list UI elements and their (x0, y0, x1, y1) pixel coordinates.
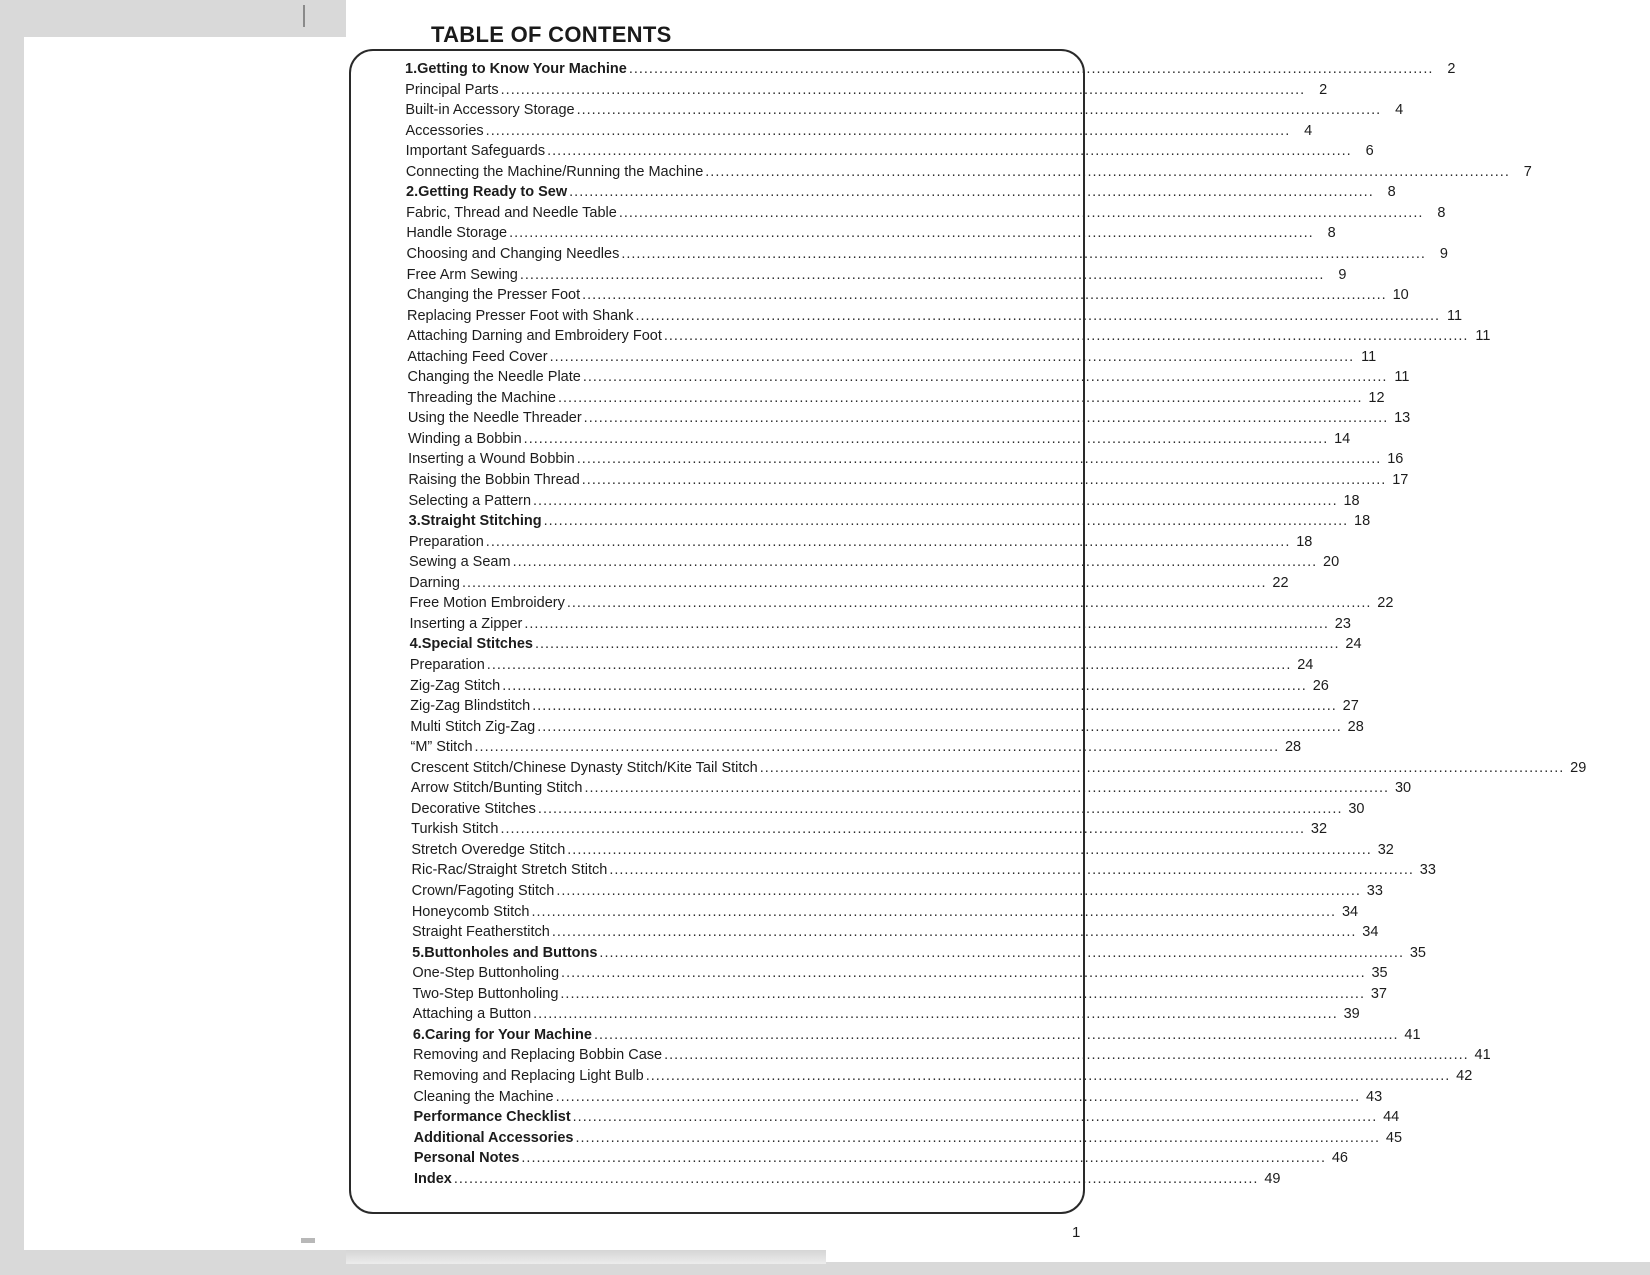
toc-entry-label: Connecting the Machine/Running the Machine (405, 163, 704, 180)
toc-leader-dots: ................................................................................................................................................................ (486, 656, 1292, 673)
toc-entry-page: 32 (1310, 821, 1328, 838)
toc-entry-label: Changing the Needle Plate (407, 369, 581, 386)
toc-entry-label: Arrow Stitch/Bunting Stitch (410, 780, 583, 797)
toc-entry-label: Free Arm Sewing (406, 266, 518, 283)
toc-entry-page: 11 (1475, 328, 1491, 345)
toc-leader-dots: ................................................................................................................................................................ (645, 1067, 1451, 1084)
toc-entry-label: Using the Needle Threader (407, 410, 582, 427)
toc-entry-page: 22 (1272, 574, 1289, 591)
toc-leader-dots: ................................................................................................................................................................ (581, 472, 1387, 488)
toc-entry-page: 30 (1348, 800, 1365, 817)
toc-leader-dots: ................................................................................................................................................................ (618, 204, 1424, 221)
toc-entry-page: 49 (1264, 1170, 1281, 1187)
toc-leader-dots: ................................................................................................................................................................ (560, 985, 1365, 1002)
toc-leader-dots: ................................................................................................................................................................ (576, 102, 1382, 119)
toc-leader-dots: ................................................................................................................................................................ (575, 1129, 1381, 1146)
toc-entry (407, 307, 1463, 329)
toc-entry-page: 8 (1327, 225, 1336, 242)
toc-entry (411, 841, 1394, 863)
toc-entry-label: Straight Stitching (420, 513, 542, 530)
toc-leader-dots: ................................................................................................................................................................ (453, 1170, 1259, 1187)
toc-entry-page: 9 (1338, 266, 1347, 283)
toc-entry-page: 45 (1385, 1129, 1403, 1146)
toc-leader-dots: ................................................................................................................................................................ (561, 965, 1366, 982)
toc-entry-number: 6. (412, 1026, 425, 1043)
page-number: 1 (1072, 1224, 1081, 1241)
toc-leader-dots: ................................................................................................................................................................ (628, 61, 1434, 77)
toc-entry-label: Replacing Presser Foot with Shank (407, 307, 634, 324)
toc-entry (409, 574, 1289, 596)
toc-entry (411, 883, 1383, 904)
toc-leader-dots: ................................................................................................................................................................ (572, 1109, 1378, 1126)
toc-entry-page: 28 (1284, 739, 1302, 756)
toc-entry (410, 677, 1329, 699)
toc-entry-page: 30 (1394, 780, 1412, 797)
toc-entry (408, 533, 1313, 555)
toc-entry (407, 348, 1377, 370)
toc-entry-page: 24 (1297, 656, 1314, 673)
toc-entry-label: One-Step Buttonholing (412, 965, 560, 982)
toc-entry-label: Attaching Feed Cover (407, 348, 548, 365)
toc-entry-label: Multi Stitch Zig-Zag (410, 718, 536, 735)
toc-entry (406, 184, 1396, 205)
toc-entry-page: 39 (1343, 1006, 1360, 1023)
toc-entry-label: Two-Step Buttonholing (412, 985, 559, 1002)
toc-leader-dots: ................................................................................................................................................................ (759, 759, 1565, 776)
toc-entry (405, 143, 1374, 164)
toc-entry-page: 41 (1474, 1047, 1491, 1064)
toc-entry (412, 924, 1379, 945)
toc-entry-page: 35 (1409, 944, 1426, 961)
toc-entry-page: 8 (1437, 204, 1446, 221)
toc-leader-dots: ................................................................................................................................................................ (533, 1006, 1338, 1023)
toc-frame (349, 49, 1587, 1214)
toc-entry-label: Removing and Replacing Light Bulb (413, 1067, 644, 1084)
toc-entry (412, 965, 1388, 986)
toc-entry-label: Principal Parts (405, 81, 499, 98)
toc-entry-label: Performance Checklist (413, 1109, 571, 1126)
toc-leader-dots: ................................................................................................................................................................ (621, 245, 1426, 262)
toc-entry-label: Choosing and Changing Needles (406, 245, 620, 262)
toc-entry-page: 42 (1456, 1067, 1473, 1084)
toc-entry (414, 1170, 1281, 1192)
toc-entry-label: Important Safeguards (405, 143, 546, 160)
toc-entry (412, 1026, 1421, 1048)
toc-entry-label: “M” Stitch (410, 739, 473, 756)
toc-entry-label: Changing the Presser Foot (406, 287, 581, 304)
toc-entry-label: Decorative Stitches (411, 800, 536, 817)
toc-entry-page: 27 (1342, 698, 1359, 715)
toc-entry-label: Handle Storage (406, 225, 508, 242)
toc-entry (408, 492, 1360, 514)
toc-entry (413, 1067, 1473, 1089)
toc-entry (410, 759, 1587, 781)
toc-entry-page: 29 (1570, 759, 1587, 776)
toc-entry-label: Preparation (409, 656, 485, 673)
toc-entry (407, 369, 1410, 390)
toc-leader-dots: ................................................................................................................................................................ (537, 800, 1343, 817)
toc-leader-dots: ................................................................................................................................................................ (584, 780, 1390, 797)
toc-entry-label: Ric-Rac/Straight Stretch Stitch (411, 862, 608, 879)
toc-entry-label: Free Motion Embroidery (409, 595, 565, 612)
toc-entry-page: 14 (1334, 430, 1351, 447)
toc-entry-page: 11 (1361, 348, 1377, 365)
toc-entry (409, 554, 1340, 575)
toc-leader-dots: ................................................................................................................................................................ (551, 924, 1357, 941)
toc-leader-dots: ................................................................................................................................................................ (533, 492, 1338, 509)
page-bottom-shadow (346, 1250, 826, 1264)
toc-entry-label: Zig-Zag Stitch (410, 677, 501, 694)
toc-entry-label: Stretch Overedge Stitch (411, 841, 566, 858)
toc-entry-page: 2 (1447, 61, 1456, 77)
toc-entry (411, 903, 1359, 925)
toc-entry-number: 3. (408, 513, 421, 530)
toc-entry-page: 11 (1447, 307, 1463, 324)
toc-entry-page: 12 (1368, 389, 1385, 406)
left-blank-page (24, 37, 346, 1250)
toc-entry-label: Attaching Darning and Embroidery Foot (407, 328, 662, 345)
toc-entry-label: Darning (409, 574, 460, 591)
toc-entry-number: 1. (405, 61, 418, 77)
toc-entry (411, 800, 1365, 822)
toc-entry-label: Special Stitches (421, 636, 533, 653)
toc-leader-dots: ................................................................................................................................................................ (599, 944, 1404, 961)
toc-entry-label: Personal Notes (413, 1150, 520, 1167)
toc-leader-dots: ................................................................................................................................................................ (519, 266, 1325, 283)
toc-entry-page: 22 (1377, 595, 1394, 612)
toc-leader-dots: ................................................................................................................................................................ (500, 81, 1306, 98)
toc-entry-label: Straight Featherstitch (412, 924, 550, 941)
toc-leader-dots: ................................................................................................................................................................ (509, 225, 1314, 242)
toc-entry-page: 20 (1323, 554, 1340, 571)
toc-entry (410, 739, 1302, 760)
toc-entry (412, 985, 1387, 1007)
toc-entry-label: Getting Ready to Sew (418, 184, 568, 201)
toc-leader-dots: ................................................................................................................................................................ (582, 287, 1387, 304)
toc-entry (413, 1109, 1400, 1130)
toc-leader-dots: ................................................................................................................................................................ (583, 410, 1389, 427)
toc-leader-dots: ................................................................................................................................................................ (512, 554, 1318, 571)
toc-entry (413, 1047, 1491, 1068)
toc-entry-label: Caring for Your Machine (424, 1026, 592, 1043)
toc-entry (405, 102, 1404, 123)
toc-entry (409, 615, 1351, 637)
toc-entry (412, 1006, 1360, 1027)
toc-entry-label: Additional Accessories (413, 1129, 574, 1146)
toc-entry-label: Built-in Accessory Storage (405, 102, 575, 119)
toc-leader-dots: ................................................................................................................................................................ (485, 122, 1291, 139)
toc-entry-page: 11 (1394, 369, 1410, 386)
toc-entry-page: 44 (1383, 1109, 1400, 1126)
toc-leader-dots: ................................................................................................................................................................ (521, 1150, 1326, 1167)
toc-title: TABLE OF CONTENTS (431, 22, 672, 47)
toc-entry (413, 1129, 1403, 1151)
toc-leader-dots: ................................................................................................................................................................ (663, 328, 1469, 345)
toc-entry (411, 821, 1328, 842)
toc-entry (413, 1088, 1383, 1110)
toc-entry-page: 10 (1392, 287, 1409, 304)
scan-edge-mark-bottom (301, 1238, 315, 1243)
toc-entry (408, 513, 1371, 534)
toc-entry-label: Sewing a Seam (409, 554, 511, 571)
toc-leader-dots: ................................................................................................................................................................ (569, 184, 1374, 201)
toc-entry (410, 718, 1364, 740)
toc-entry-page: 33 (1419, 862, 1436, 879)
toc-entry-page: 4 (1304, 122, 1313, 139)
toc-entry (405, 163, 1532, 185)
toc-entry-label: Honeycomb Stitch (411, 903, 530, 920)
toc-leader-dots: ................................................................................................................................................................ (566, 595, 1372, 612)
toc-entry-page: 41 (1404, 1026, 1421, 1043)
toc-entry (413, 1150, 1348, 1171)
toc-entry (405, 81, 1328, 103)
toc-entry-label: Preparation (408, 533, 484, 550)
toc-entry (409, 656, 1314, 678)
toc-entry-label: Selecting a Pattern (408, 492, 532, 509)
toc-entry-label: Removing and Replacing Bobbin Case (413, 1047, 663, 1064)
toc-entry-page: 4 (1395, 102, 1404, 119)
toc-leader-dots: ................................................................................................................................................................ (547, 143, 1352, 160)
toc-leader-dots: ................................................................................................................................................................ (532, 698, 1337, 715)
toc-entry-page: 6 (1365, 143, 1374, 160)
scan-edge-mark (303, 5, 305, 27)
toc-entry (407, 328, 1491, 349)
toc-entry-label: Crescent Stitch/Chinese Dynasty Stitch/Kite Tail Stitch (410, 759, 758, 776)
toc-leader-dots: ................................................................................................................................................................ (609, 862, 1414, 879)
toc-entry-page: 37 (1370, 985, 1387, 1002)
toc-leader-dots: ................................................................................................................................................................ (549, 348, 1355, 365)
toc-entry-page: 7 (1523, 163, 1532, 180)
toc-entry-page: 43 (1366, 1088, 1383, 1105)
toc-entry-page: 8 (1387, 184, 1396, 201)
toc-entry-number: 4. (409, 636, 422, 653)
toc-entry-label: Inserting a Wound Bobbin (408, 451, 575, 468)
toc-entry (411, 862, 1436, 883)
toc-entry (406, 204, 1446, 226)
toc-entry-label: Crown/Fagoting Stitch (411, 883, 555, 899)
toc-entry-number: 5. (412, 944, 425, 961)
toc-entry (412, 944, 1426, 966)
toc-entry-page: 26 (1312, 677, 1329, 694)
toc-entry-page: 24 (1345, 636, 1362, 653)
toc-leader-dots: ................................................................................................................................................................ (485, 533, 1291, 550)
toc-entry-page: 33 (1366, 883, 1383, 899)
toc-entry-label: Buttonholes and Buttons (424, 944, 598, 961)
toc-entry-page: 23 (1334, 615, 1351, 632)
toc-entry-label: Index (414, 1170, 452, 1187)
toc-entry (408, 430, 1351, 452)
toc-entry-page: 18 (1354, 513, 1371, 530)
toc-leader-dots: ................................................................................................................................................................ (523, 430, 1329, 447)
toc-leader-dots: ................................................................................................................................................................ (635, 307, 1441, 324)
toc-leader-dots: ................................................................................................................................................................ (567, 841, 1372, 858)
toc-entry-page: 34 (1362, 924, 1379, 941)
toc-entry-page: 28 (1347, 718, 1364, 735)
toc-leader-dots: ................................................................................................................................................................ (524, 615, 1329, 632)
toc-entry (406, 245, 1448, 267)
toc-list (351, 51, 1587, 1212)
toc-entry (407, 389, 1385, 411)
toc-leader-dots: ................................................................................................................................................................ (502, 677, 1307, 694)
toc-entry-label: Inserting a Zipper (409, 615, 523, 632)
toc-entry-number: 2. (406, 184, 419, 201)
toc-leader-dots: ................................................................................................................................................................ (531, 903, 1337, 920)
toc-entry (410, 698, 1359, 719)
toc-leader-dots: ................................................................................................................................................................ (556, 883, 1361, 899)
toc-entry-label: Threading the Machine (407, 389, 556, 406)
toc-entry-label: Getting to Know Your Machine (417, 61, 627, 77)
toc-entry-label: Raising the Bobbin Thread (408, 472, 580, 488)
toc-leader-dots: ................................................................................................................................................................ (474, 739, 1280, 756)
toc-entry (407, 410, 1411, 431)
toc-entry (406, 266, 1347, 288)
toc-entry-page: 13 (1394, 410, 1411, 427)
toc-leader-dots: ................................................................................................................................................................ (555, 1088, 1361, 1105)
toc-entry-page: 34 (1341, 903, 1359, 920)
toc-entry-label: Winding a Bobbin (408, 430, 522, 447)
toc-entry-page: 9 (1439, 245, 1448, 262)
toc-entry-label: Attaching a Button (412, 1006, 532, 1023)
toc-leader-dots: ................................................................................................................................................................ (537, 718, 1342, 735)
toc-leader-dots: ................................................................................................................................................................ (705, 163, 1510, 180)
toc-entry (405, 61, 1456, 82)
toc-entry (406, 287, 1409, 308)
toc-entry (408, 472, 1409, 493)
toc-entry-page: 16 (1387, 451, 1404, 468)
toc-leader-dots: ................................................................................................................................................................ (593, 1026, 1399, 1043)
toc-entry (409, 595, 1394, 616)
toc-leader-dots: ................................................................................................................................................................ (576, 451, 1382, 468)
toc-entry-page: 46 (1331, 1150, 1348, 1167)
toc-entry (409, 636, 1362, 657)
toc-leader-dots: ................................................................................................................................................................ (557, 389, 1363, 406)
toc-entry (406, 225, 1336, 246)
toc-entry (408, 451, 1404, 472)
toc-leader-dots: ................................................................................................................................................................ (500, 821, 1306, 838)
toc-entry (405, 122, 1313, 144)
toc-entry-label: Accessories (405, 122, 484, 139)
toc-entry-page: 18 (1343, 492, 1360, 509)
toc-leader-dots: ................................................................................................................................................................ (543, 513, 1349, 530)
toc-leader-dots: ................................................................................................................................................................ (664, 1047, 1469, 1064)
toc-leader-dots: ................................................................................................................................................................ (461, 574, 1267, 591)
toc-entry-label: Turkish Stitch (411, 821, 499, 838)
toc-entry-page: 17 (1392, 472, 1409, 488)
toc-entry-page: 35 (1371, 965, 1388, 982)
toc-leader-dots: ................................................................................................................................................................ (534, 636, 1340, 653)
toc-entry-page: 18 (1296, 533, 1313, 550)
toc-entry-page: 2 (1319, 81, 1328, 98)
toc-entry (410, 780, 1412, 801)
toc-leader-dots: ................................................................................................................................................................ (582, 369, 1388, 386)
toc-entry-label: Zig-Zag Blindstitch (410, 698, 531, 715)
toc-entry-label: Cleaning the Machine (413, 1088, 554, 1105)
toc-entry-label: Fabric, Thread and Needle Table (406, 204, 617, 221)
toc-entry-page: 32 (1377, 841, 1394, 858)
